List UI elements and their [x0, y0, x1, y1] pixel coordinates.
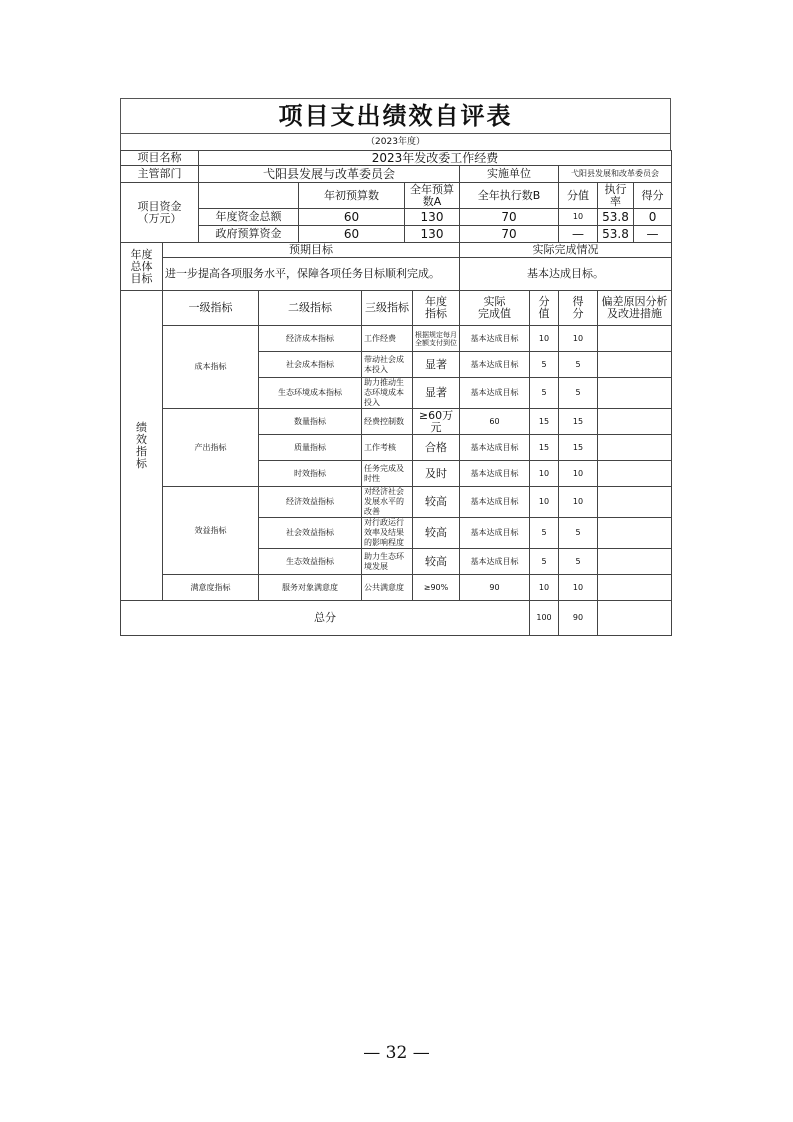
total-initial: 60 [299, 209, 405, 226]
level1-header: 一级指标 [163, 291, 259, 326]
output-indicator-label: 产出指标 [163, 409, 259, 487]
target-cell: 较高 [413, 518, 460, 549]
points-cell: 10 [530, 461, 559, 487]
actual-cell: 基本达成目标 [460, 435, 530, 461]
level2-cell: 服务对象满意度 [259, 575, 362, 601]
deviation-cell [598, 378, 672, 409]
project-name-value: 2023年发改委工作经费 [199, 151, 672, 166]
level3-cell: 工作经费 [362, 326, 413, 352]
level3-header: 三级指标 [362, 291, 413, 326]
target-cell: 根据规定每月全额支付到位 [413, 326, 460, 352]
gov-exec: 70 [460, 226, 559, 243]
gov-annual: 130 [405, 226, 460, 243]
target-cell: 显著 [413, 352, 460, 378]
level3-cell: 助力推动生态环境成本投入 [362, 378, 413, 409]
satisfaction-indicator-label: 满意度指标 [163, 575, 259, 601]
page-number: — 32 — [363, 1043, 430, 1063]
target-cell: 较高 [413, 487, 460, 518]
level2-cell: 生态效益指标 [259, 549, 362, 575]
funds-gov-row [121, 226, 672, 243]
project-name-row [121, 151, 672, 166]
score-cell: 15 [559, 435, 598, 461]
performance-self-evaluation-form [120, 98, 671, 636]
annual-budget-header: 全年预算数A [405, 183, 460, 209]
table-row [121, 326, 672, 352]
total-obtained: 0 [634, 209, 672, 226]
goal-header-row [121, 243, 672, 258]
score-cell: 5 [559, 378, 598, 409]
score-cell: 15 [559, 409, 598, 435]
deviation-header: 偏差原因分析 及改进措施 [598, 291, 672, 326]
actual-cell: 60 [460, 409, 530, 435]
total-annual: 130 [405, 209, 460, 226]
deviation-cell [598, 575, 672, 601]
level2-cell: 质量指标 [259, 435, 362, 461]
goal-content-row [121, 258, 672, 291]
actual-cell: 基本达成目标 [460, 352, 530, 378]
target-cell: ≥90% [413, 575, 460, 601]
total-rate: 53.8 [598, 209, 634, 226]
deviation-cell [598, 461, 672, 487]
gov-obtained: — [634, 226, 672, 243]
level2-header: 二级指标 [259, 291, 362, 326]
deviation-cell [598, 487, 672, 518]
score-col-header: 得 分 [559, 291, 598, 326]
annual-exec-header: 全年执行数B [460, 183, 559, 209]
exec-rate-header: 执行率 [598, 183, 634, 209]
level2-cell: 经济效益指标 [259, 487, 362, 518]
evaluation-table [120, 150, 672, 636]
deviation-cell [598, 326, 672, 352]
level2-cell: 时效指标 [259, 461, 362, 487]
actual-cell: 基本达成目标 [460, 461, 530, 487]
level3-cell: 对经济社会发展水平的改善 [362, 487, 413, 518]
level3-cell: 经费控制数 [362, 409, 413, 435]
points-cell: 10 [530, 326, 559, 352]
points-cell: 15 [530, 435, 559, 461]
score-cell: 10 [559, 575, 598, 601]
level2-cell: 社会成本指标 [259, 352, 362, 378]
level3-cell: 对行政运行效率及结果的影响程度 [362, 518, 413, 549]
expected-goal-header: 预期目标 [163, 243, 460, 258]
table-row [121, 409, 672, 435]
annual-goal-label: 年度 总体 目标 [121, 243, 163, 291]
perf-indicators-label: 绩 效 指 标 [121, 291, 163, 601]
table-row [121, 487, 672, 518]
points-cell: 10 [530, 487, 559, 518]
actual-cell: 基本达成目标 [460, 549, 530, 575]
level3-cell: 工作考核 [362, 435, 413, 461]
table-row [121, 575, 672, 601]
points-header: 分 值 [530, 291, 559, 326]
gov-initial: 60 [299, 226, 405, 243]
gov-rate: 53.8 [598, 226, 634, 243]
total-deviation-cell [598, 601, 672, 636]
funds-blank-cell [199, 183, 299, 209]
level2-cell: 经济成本指标 [259, 326, 362, 352]
total-score: 10 [559, 209, 598, 226]
score-cell: 5 [559, 352, 598, 378]
annual-index-header: 年度 指标 [413, 291, 460, 326]
actual-cell: 基本达成目标 [460, 487, 530, 518]
department-value: 弋阳县发展与改革委员会 [199, 166, 460, 183]
impl-unit-value: 弋阳县发展和改革委员会 [559, 166, 672, 183]
deviation-cell [598, 352, 672, 378]
deviation-cell [598, 435, 672, 461]
target-cell: 显著 [413, 378, 460, 409]
level2-cell: 数量指标 [259, 409, 362, 435]
level2-cell: 生态环境成本指标 [259, 378, 362, 409]
points-cell: 5 [530, 378, 559, 409]
total-score: 90 [559, 601, 598, 636]
project-name-label: 项目名称 [121, 151, 199, 166]
level2-cell: 社会效益指标 [259, 518, 362, 549]
benefit-indicator-label: 效益指标 [163, 487, 259, 575]
funds-label: 项目资金 （万元） [121, 183, 199, 243]
score-cell: 5 [559, 549, 598, 575]
points-cell: 10 [530, 575, 559, 601]
actual-cell: 基本达成目标 [460, 326, 530, 352]
total-points: 100 [530, 601, 559, 636]
level3-cell: 公共满意度 [362, 575, 413, 601]
actual-completion-header: 实际完成情况 [460, 243, 672, 258]
points-cell: 5 [530, 549, 559, 575]
actual-completion-text: 基本达成目标。 [460, 258, 672, 291]
score-cell: 10 [559, 326, 598, 352]
score-cell: 10 [559, 487, 598, 518]
form-title: 项目支出绩效自评表 [120, 98, 671, 133]
actual-cell: 90 [460, 575, 530, 601]
form-year: （2023年度） [120, 133, 671, 150]
score-cell: 10 [559, 461, 598, 487]
actual-value-header: 实际 完成值 [460, 291, 530, 326]
target-cell: 合格 [413, 435, 460, 461]
points-cell: 5 [530, 352, 559, 378]
total-label: 总分 [121, 601, 530, 636]
target-cell: 及时 [413, 461, 460, 487]
points-cell: 5 [530, 518, 559, 549]
expected-goal-text: 进一步提高各项服务水平，保障各项任务目标顺利完成。 [163, 258, 460, 291]
gov-budget-label: 政府预算资金 [199, 226, 299, 243]
gov-score: — [559, 226, 598, 243]
actual-cell: 基本达成目标 [460, 378, 530, 409]
total-row [121, 601, 672, 636]
department-label: 主管部门 [121, 166, 199, 183]
department-row [121, 166, 672, 183]
initial-budget-header: 年初预算数 [299, 183, 405, 209]
funds-header-row [121, 183, 672, 209]
target-cell: ≥60万元 [413, 409, 460, 435]
level3-cell: 助力生态环境发展 [362, 549, 413, 575]
total-exec: 70 [460, 209, 559, 226]
deviation-cell [598, 549, 672, 575]
obtained-header: 得分 [634, 183, 672, 209]
level3-cell: 带动社会成本投入 [362, 352, 413, 378]
cost-indicator-label: 成本指标 [163, 326, 259, 409]
annual-total-label: 年度资金总额 [199, 209, 299, 226]
points-cell: 15 [530, 409, 559, 435]
score-cell: 5 [559, 518, 598, 549]
indicator-header-row [121, 291, 672, 326]
deviation-cell [598, 409, 672, 435]
level3-cell: 任务完成及时性 [362, 461, 413, 487]
deviation-cell [598, 518, 672, 549]
impl-unit-label: 实施单位 [460, 166, 559, 183]
target-cell: 较高 [413, 549, 460, 575]
actual-cell: 基本达成目标 [460, 518, 530, 549]
score-header: 分值 [559, 183, 598, 209]
funds-total-row [121, 209, 672, 226]
